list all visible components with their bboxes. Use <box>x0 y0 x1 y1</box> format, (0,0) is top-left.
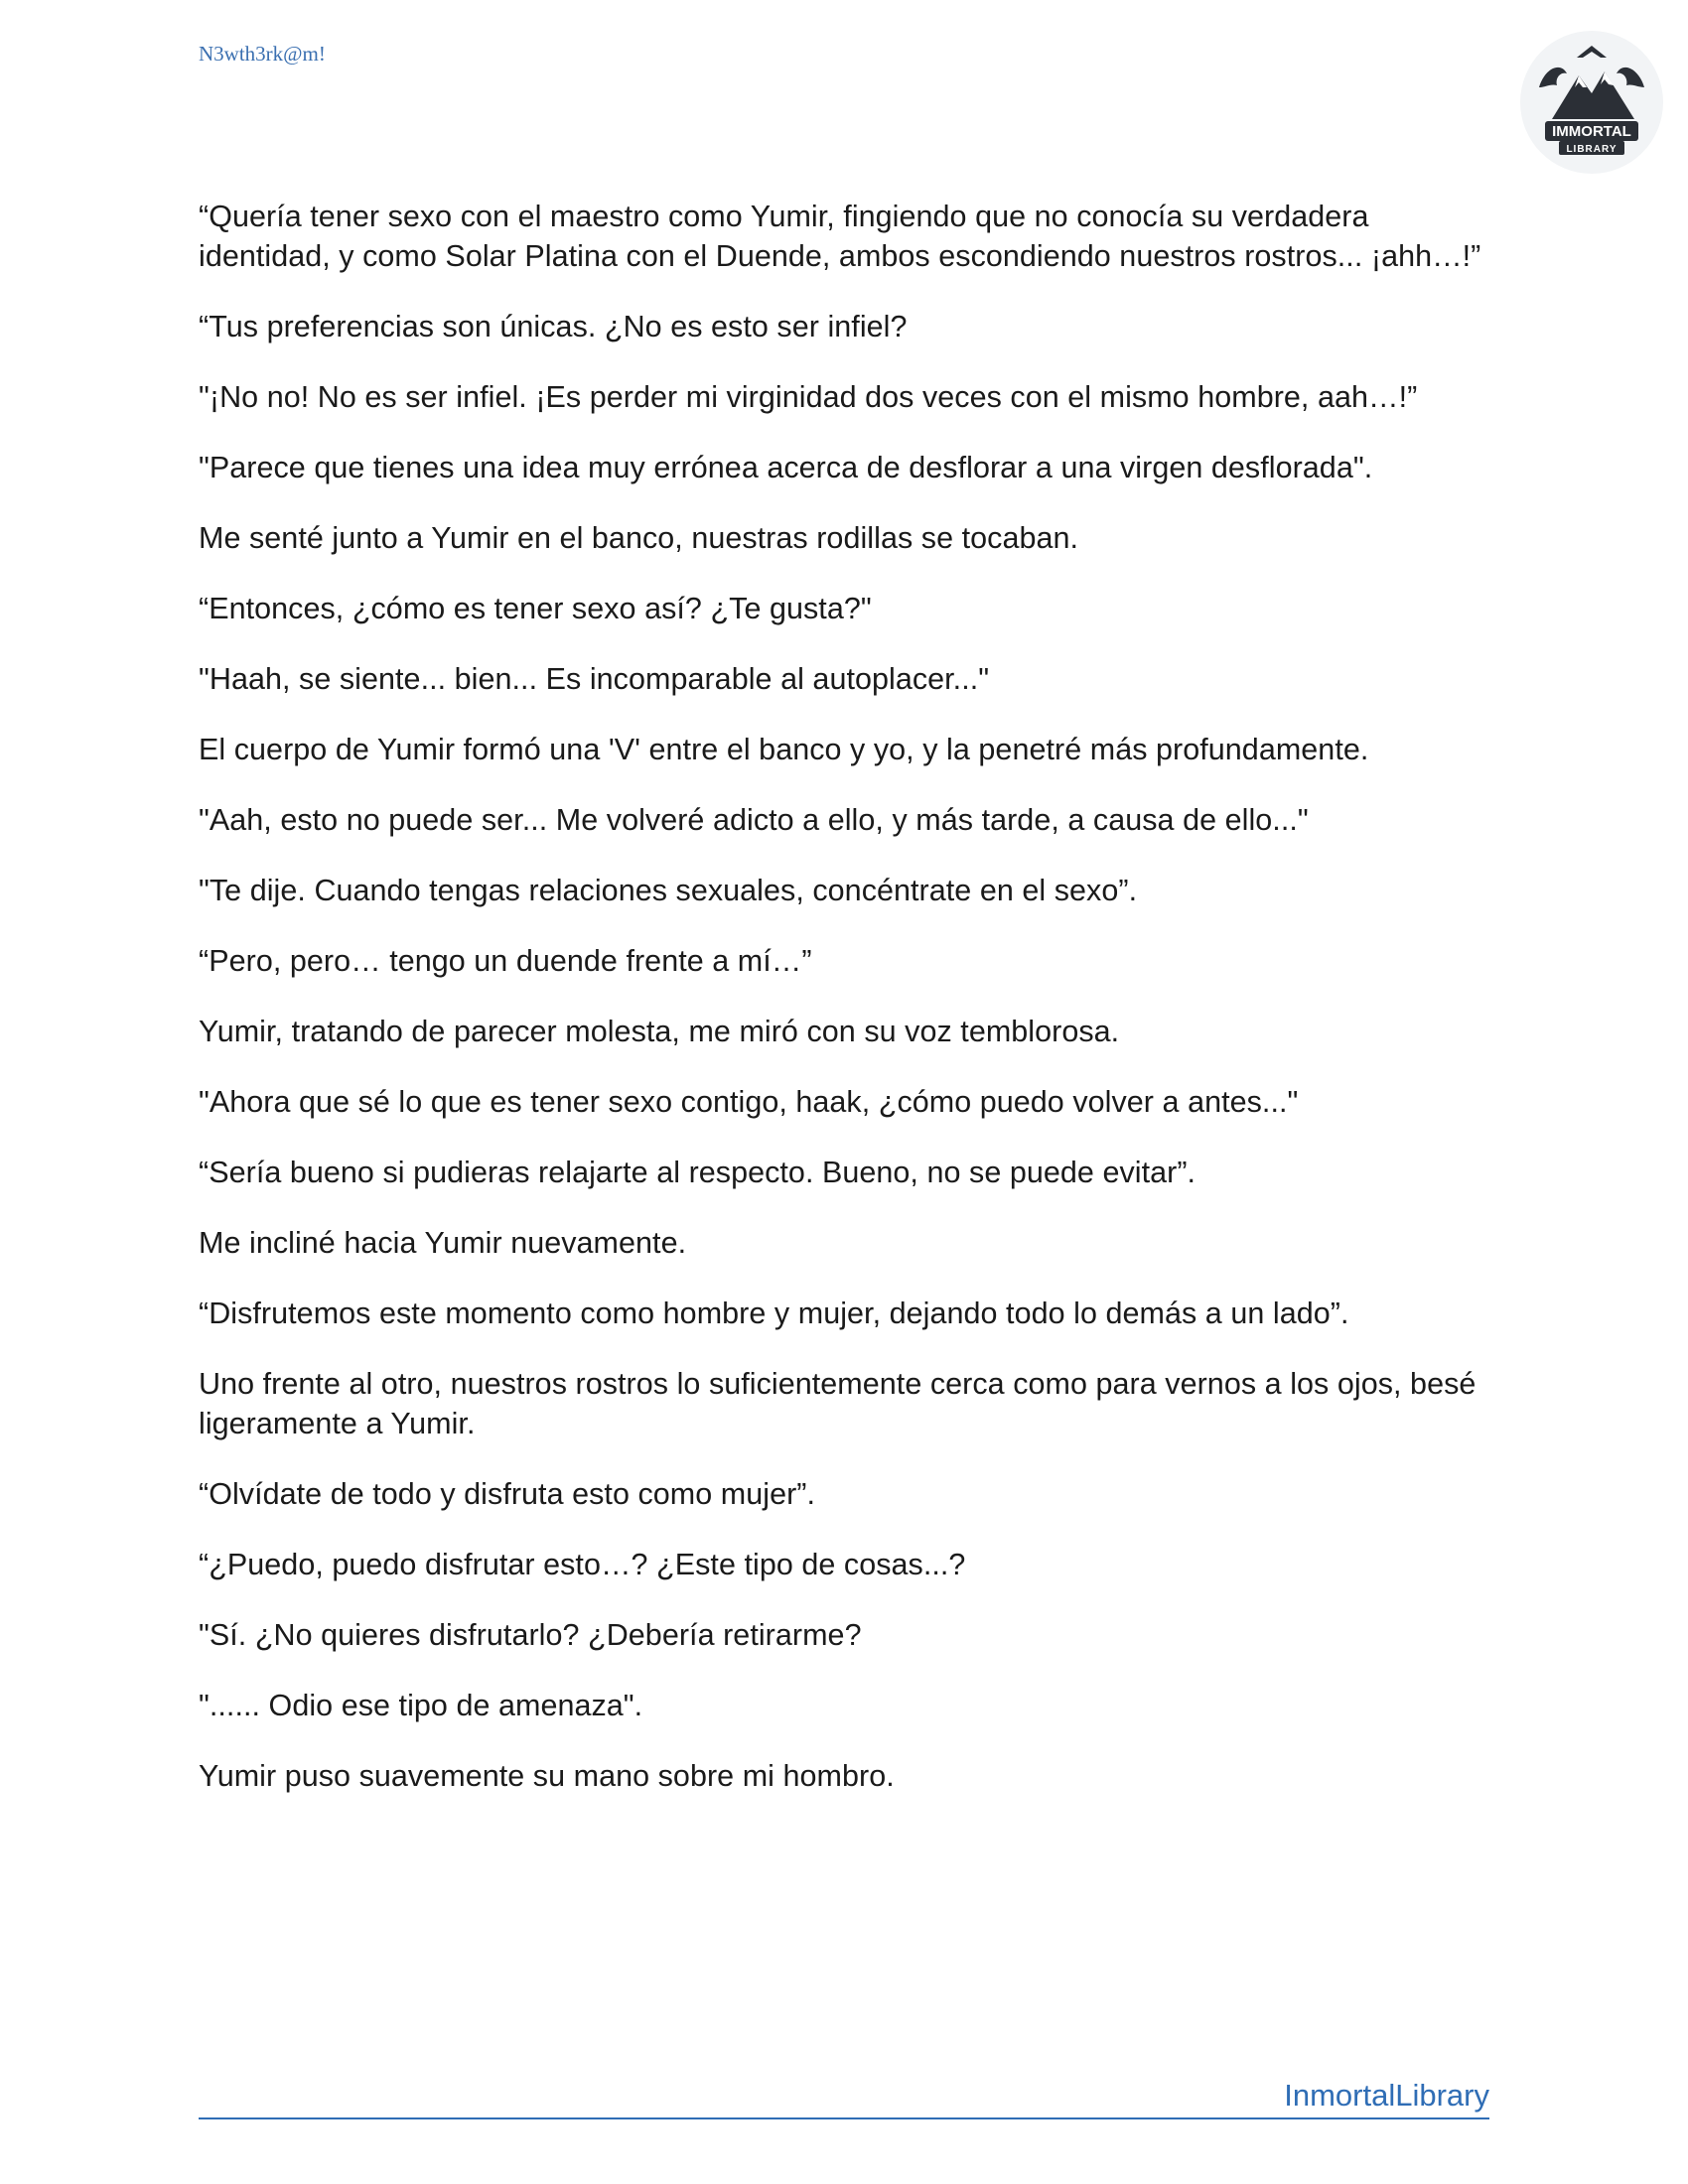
paragraph: “¿Puedo, puedo disfrutar esto…? ¿Este tipo de cosas...? <box>199 1548 966 1581</box>
paragraph: “Tus preferencias son únicas. ¿No es esto ser infiel? <box>199 310 908 343</box>
logo-line2: LIBRARY <box>1566 144 1618 155</box>
paragraph: “Pero, pero… tengo un duende frente a mí…” <box>199 944 812 978</box>
header-watermark: N3wth3rk@m! <box>199 42 326 66</box>
paragraph: “Sería bueno si pudieras relajarte al respecto. Bueno, no se puede evitar”. <box>199 1156 1196 1189</box>
paragraph: “Olvídate de todo y disfruta esto como mujer”. <box>199 1477 816 1511</box>
paragraph: Yumir puso suavemente su mano sobre mi hombro. <box>199 1759 895 1793</box>
paragraph: Yumir, tratando de parecer molesta, me miró con su voz temblorosa. <box>199 1015 1120 1048</box>
paragraph: "Parece que tienes una idea muy errónea acerca de desflorar a una virgen desflorada". <box>199 451 1373 484</box>
document-body <box>199 197 1489 1827</box>
footer-divider <box>199 2117 1489 2119</box>
paragraph: El cuerpo de Yumir formó una 'V' entre el banco y yo, y la penetré más profundamente. <box>199 733 1369 766</box>
logo-line1: IMMORTAL <box>1552 123 1631 140</box>
paragraph: "...... Odio ese tipo de amenaza". <box>199 1689 643 1722</box>
paragraph: "Aah, esto no puede ser... Me volveré adicto a ello, y más tarde, a causa de ello..." <box>199 803 1309 837</box>
paragraph: Me senté junto a Yumir en el banco, nuestras rodillas se tocaban. <box>199 521 1079 555</box>
paragraph: “Entonces, ¿cómo es tener sexo así? ¿Te gusta?" <box>199 592 872 625</box>
immortal-library-crest-icon <box>1517 28 1666 177</box>
paragraph: "Sí. ¿No quieres disfrutarlo? ¿Debería retirarme? <box>199 1618 862 1652</box>
paragraph: "Te dije. Cuando tengas relaciones sexuales, concéntrate en el sexo”. <box>199 874 1138 907</box>
paragraph: "Haah, se siente... bien... Es incomparable al autoplacer..." <box>199 662 990 696</box>
footer-link[interactable]: InmortalLibrary <box>1284 2078 1489 2113</box>
paragraph: Uno frente al otro, nuestros rostros lo suficientemente cerca como para vernos a los ojos, besé ligeramente a Yumir. <box>199 1367 1477 1440</box>
paragraph: “Quería tener sexo con el maestro como Yumir, fingiendo que no conocía su verdadera identidad, y como Solar Platina con el Duende, ambos escondiendo nuestros rostros... ¡ahh…!” <box>199 200 1481 273</box>
paragraph: "Ahora que sé lo que es tener sexo contigo, haak, ¿cómo puedo volver a antes..." <box>199 1085 1299 1119</box>
paragraph: Me incliné hacia Yumir nuevamente. <box>199 1226 687 1260</box>
paragraph: “Disfrutemos este momento como hombre y mujer, dejando todo lo demás a un lado”. <box>199 1297 1349 1330</box>
paragraph: "¡No no! No es ser infiel. ¡Es perder mi virginidad dos veces con el mismo hombre, aah…!” <box>199 380 1418 414</box>
